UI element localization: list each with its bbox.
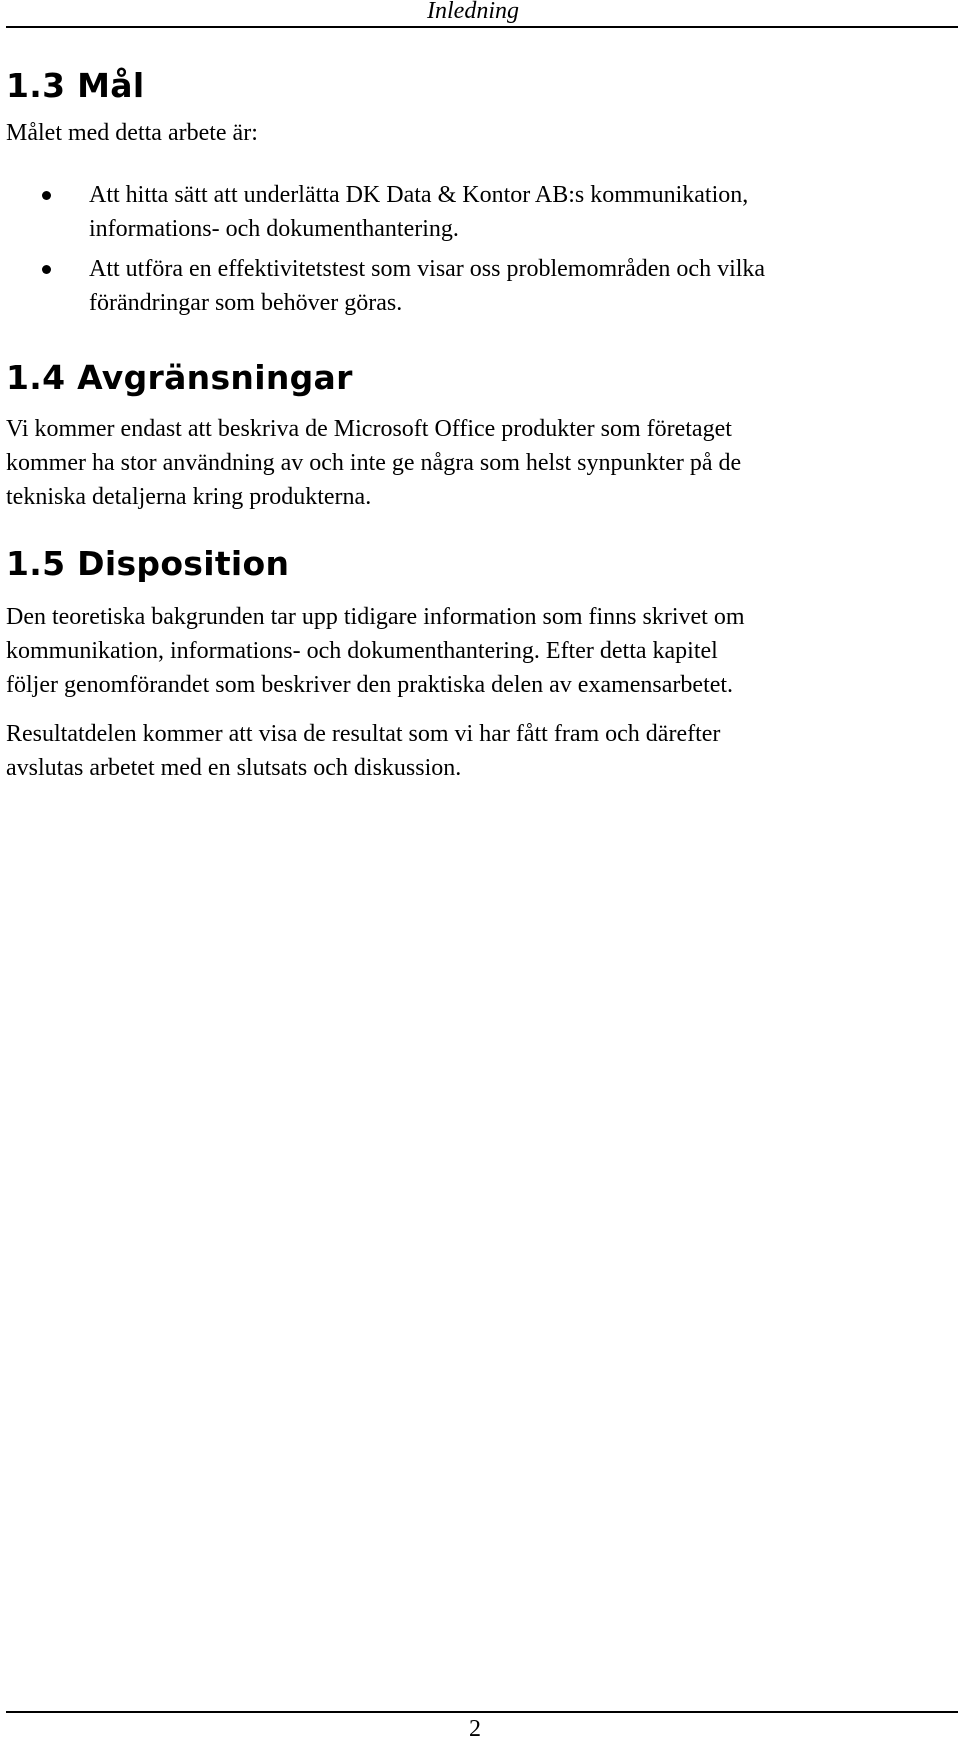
bullet-item xyxy=(89,178,748,246)
running-header xyxy=(0,0,960,26)
paragraph-line: Resultatdelen kommer att visa de resultat som vi har fått fram och därefter xyxy=(6,721,721,747)
bullet-line: förändringar som behöver göras. xyxy=(89,290,403,316)
bullet-line: Att hitta sätt att underlätta DK Data & Kontor AB:s kommunikation, xyxy=(89,182,749,208)
paragraph-line: kommunikation, informations- och dokumenthantering. Efter detta kapitel xyxy=(6,638,718,664)
paragraph-line: tekniska detaljerna kring produkterna. xyxy=(6,484,372,510)
paragraph-line: Den teoretiska bakgrunden tar upp tidigare information som finns skrivet om xyxy=(6,604,745,630)
paragraph-line: följer genomförandet som beskriver den praktiska delen av examensarbetet. xyxy=(6,672,734,698)
header-rule xyxy=(6,26,958,28)
bullet-item xyxy=(89,252,765,320)
paragraph-line: Målet med detta arbete är: xyxy=(6,120,258,146)
section-heading-disposition: 1.5 Disposition xyxy=(6,544,290,583)
running-header-title: Inledning xyxy=(427,0,519,24)
bullet-line: informations- och dokumenthantering. xyxy=(89,216,459,242)
paragraph-line: Vi kommer endast att beskriva de Microsoft Office produkter som företaget xyxy=(6,416,732,442)
section-heading-avgransningar: 1.4 Avgränsningar xyxy=(6,358,353,397)
bullet-point-icon xyxy=(42,191,51,200)
paragraph-avgransningar xyxy=(6,412,741,514)
paragraph-line: kommer ha stor användning av och inte ge några som helst synpunkter på de xyxy=(6,450,742,476)
section-intro-mal xyxy=(6,116,258,150)
bullet-line: Att utföra en effektivitetstest som visar oss problemområden och vilka xyxy=(89,256,766,282)
paragraph-disposition-1 xyxy=(6,600,745,702)
page-number: 2 xyxy=(469,1716,481,1742)
paragraph-line: avslutas arbetet med en slutsats och diskussion. xyxy=(6,755,462,781)
section-heading-mal: 1.3 Mål xyxy=(6,66,145,105)
footer-rule xyxy=(6,1711,958,1713)
paragraph-disposition-2 xyxy=(6,717,720,785)
bullet-point-icon xyxy=(42,265,51,274)
